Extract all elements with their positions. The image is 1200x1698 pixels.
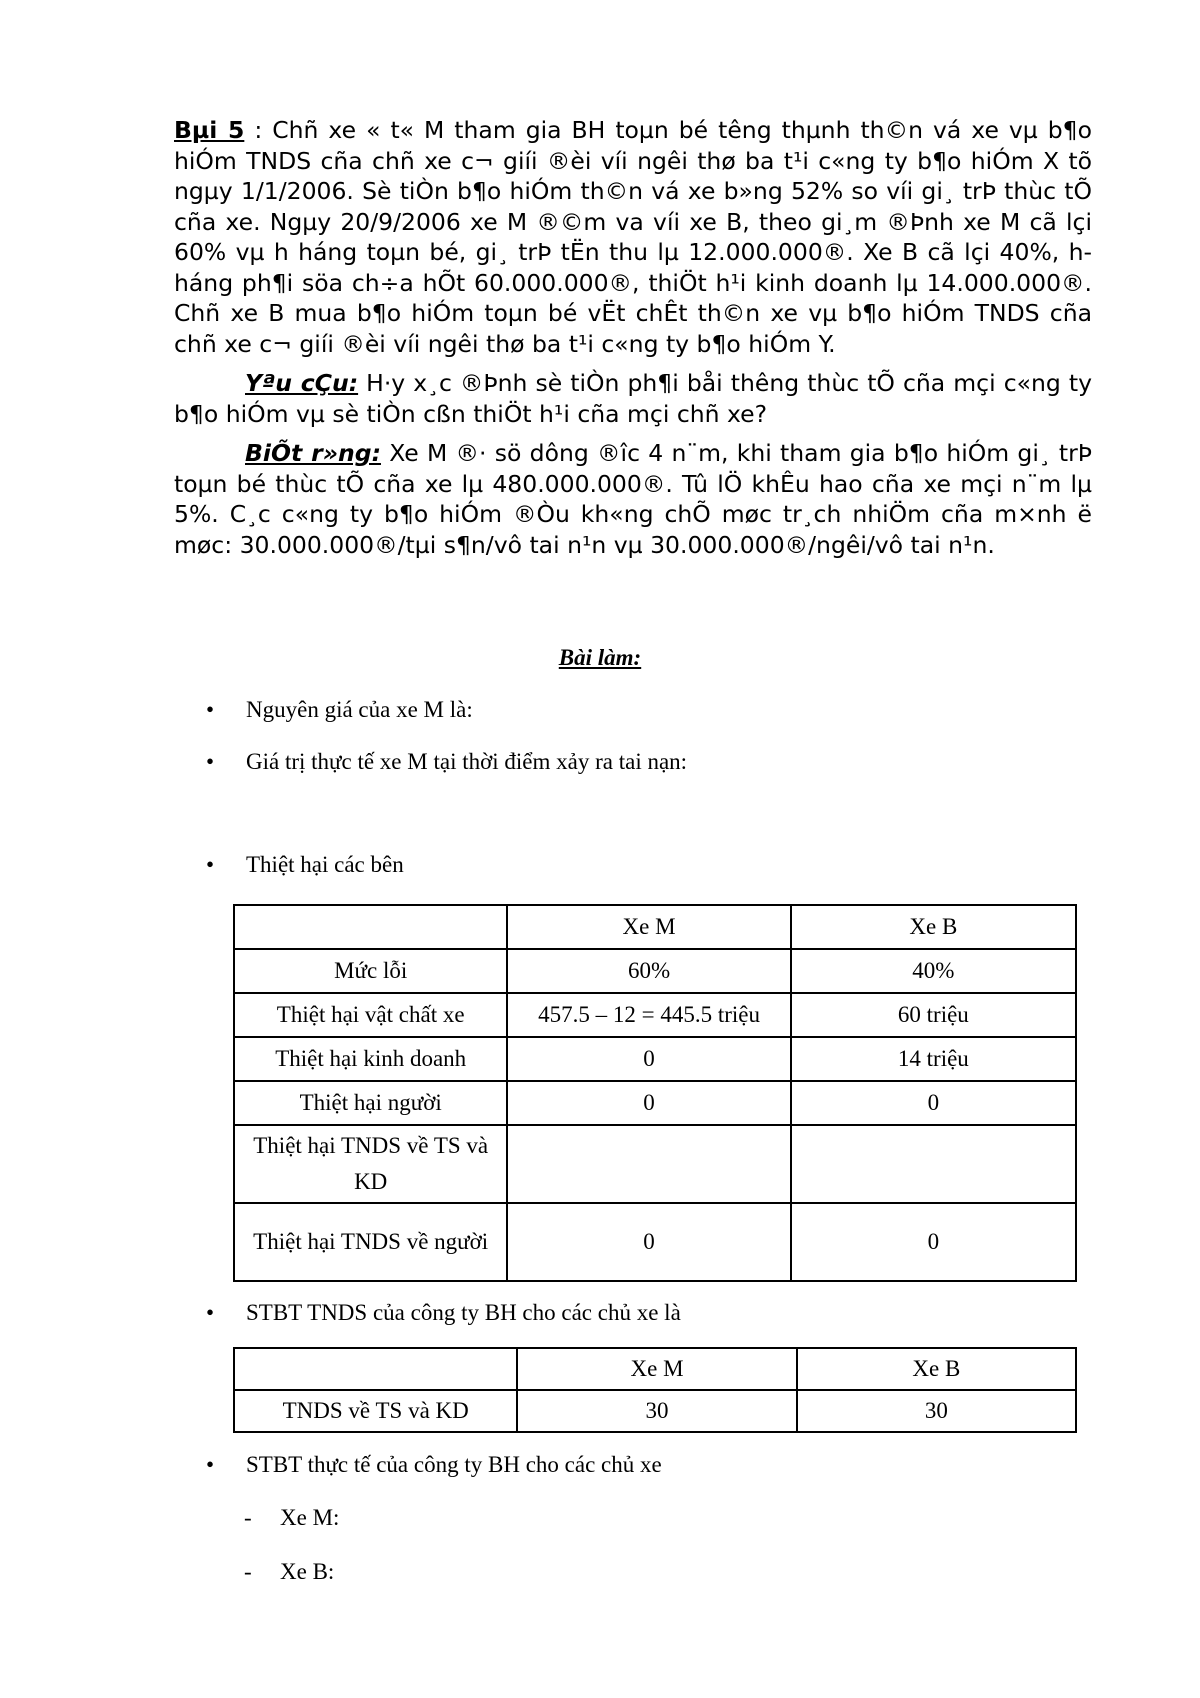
table-cell: 30	[517, 1390, 796, 1432]
table-cell: Thiệt hại vật chất xe	[234, 993, 507, 1037]
dash-text: Xe B:	[280, 1559, 335, 1584]
table-row	[234, 949, 1076, 993]
known-paragraph	[174, 438, 1092, 560]
problem-paragraph	[174, 115, 1092, 359]
table-cell: Thiệt hại TNDS về người	[234, 1203, 507, 1281]
table-row	[234, 1203, 1076, 1281]
bullet-text: Thiệt hại các bên	[246, 852, 404, 877]
solution-title: Bài làm:	[558, 645, 642, 670]
table-cell: 0	[507, 1037, 790, 1081]
table-cell: Thiệt hại kinh doanh	[234, 1037, 507, 1081]
bullet-icon: •	[206, 697, 215, 722]
bullet-icon: •	[206, 852, 215, 877]
table-header-cell	[234, 1348, 517, 1390]
dash-text: Xe M:	[280, 1505, 340, 1530]
bullet-text: Nguyên giá của xe M là:	[246, 697, 473, 722]
compensation-table	[233, 1347, 1077, 1433]
table-cell: 60 triệu	[791, 993, 1076, 1037]
table-header-row	[234, 905, 1076, 949]
problem-title: Bµi 5	[174, 116, 245, 144]
requirement-paragraph	[174, 368, 1092, 429]
problem-statement	[174, 115, 1092, 569]
table-cell: TNDS về TS và KD	[234, 1390, 517, 1432]
table-header-cell: Xe B	[797, 1348, 1076, 1390]
table-row	[234, 1081, 1076, 1125]
table-row	[234, 1037, 1076, 1081]
table-cell: Thiệt hại người	[234, 1081, 507, 1125]
bullet-text: STBT thực tế của công ty BH cho các chủ xe	[246, 1452, 662, 1477]
table-cell	[791, 1125, 1076, 1203]
bullet-icon: •	[206, 1452, 215, 1477]
bullet-text: Giá trị thực tế xe M tại thời điểm xảy ra tai nạn:	[246, 749, 688, 774]
requirement-text: H·y x¸c ®Þnh sè tiÒn ph¶i båi thêng thùc tÕ cña mçi c«ng ty b¶o hiÓm vµ sè tiÒn cßn thiÖt h¹i cña mçi chñ xe?	[174, 369, 1092, 428]
table-cell: 0	[791, 1203, 1076, 1281]
table-cell: 60%	[507, 949, 790, 993]
table-cell: 0	[791, 1081, 1076, 1125]
table-cell	[507, 1125, 790, 1203]
table-cell: 14 triệu	[791, 1037, 1076, 1081]
bullet-text: STBT TNDS của công ty BH cho các chủ xe là	[246, 1300, 681, 1325]
problem-intro: : Chñ xe « t« M tham gia BH toµn bé têng thµnh th©n vá xe vµ b¶o hiÓm TNDS cña chñ xe c¬ giíi ®èi víi ngêi thø ba t¹i c«ng ty b¶o hiÓm X tõ ngµy 1/1/2006. Sè tiÒn b¶o hiÓm th©n vá xe b»ng 52% so víi gi¸ trÞ thùc tÕ cña xe. Ngµy 20/9/2006 xe M ®©m va víi xe B, theo gi¸m ®Þnh xe M cã lçi 60% vµ h háng toµn bé, gi¸ trÞ tËn thu lµ 12.000.000®. Xe B cã lçi 40%, h háng ph¶i söa ch÷a hÕt 60.000.000®, thiÖt h¹i kinh doanh lµ 14.000.000®. Chñ xe B mua b¶o hiÓm toµn bé vËt chÊt th©n xe vµ b¶o hiÓm TNDS cña chñ xe c¬ giíi ®èi víi ngêi thø ba t¹i c«ng ty b¶o hiÓm Y.	[174, 116, 1093, 358]
table-cell: Thiệt hại TNDS về TS và KD	[234, 1125, 507, 1203]
damage-table	[233, 904, 1077, 1282]
table-row	[234, 993, 1076, 1037]
known-text: Xe M ®· sö dông ®îc 4 n¨m, khi tham gia b¶o hiÓm gi¸ trÞ toµn bé thùc tÕ cña xe lµ 480.000.000®. Tû lÖ khÊu hao cña xe mçi n¨m lµ 5%. C¸c c«ng ty b¶o hiÓm ®Òu kh«ng chÕ møc tr¸ch nhiÖm cña m×nh ë møc: 30.000.000®/tµi s¶n/vô tai n¹n vµ 30.000.000®/ngêi/vô tai n¹n.	[174, 439, 1092, 559]
table-cell: 40%	[791, 949, 1076, 993]
table-row	[234, 1125, 1076, 1203]
table-cell: 30	[797, 1390, 1076, 1432]
requirement-label: Yªu cÇu:	[245, 369, 359, 397]
known-label: BiÕt r»ng:	[245, 439, 381, 467]
table-cell: Mức lỗi	[234, 949, 507, 993]
table-header-cell: Xe M	[517, 1348, 796, 1390]
table-cell: 0	[507, 1203, 790, 1281]
table-header-cell: Xe M	[507, 905, 790, 949]
dash-mark: -	[244, 1559, 252, 1584]
table-header-row	[234, 1348, 1076, 1390]
bullet-icon: •	[206, 749, 215, 774]
table-header-cell	[234, 905, 507, 949]
dash-mark: -	[244, 1505, 252, 1530]
table-cell: 457.5 – 12 = 445.5 triệu	[507, 993, 790, 1037]
bullet-icon: •	[206, 1300, 215, 1325]
table-cell: 0	[507, 1081, 790, 1125]
table-header-cell: Xe B	[791, 905, 1076, 949]
table-row	[234, 1390, 1076, 1432]
